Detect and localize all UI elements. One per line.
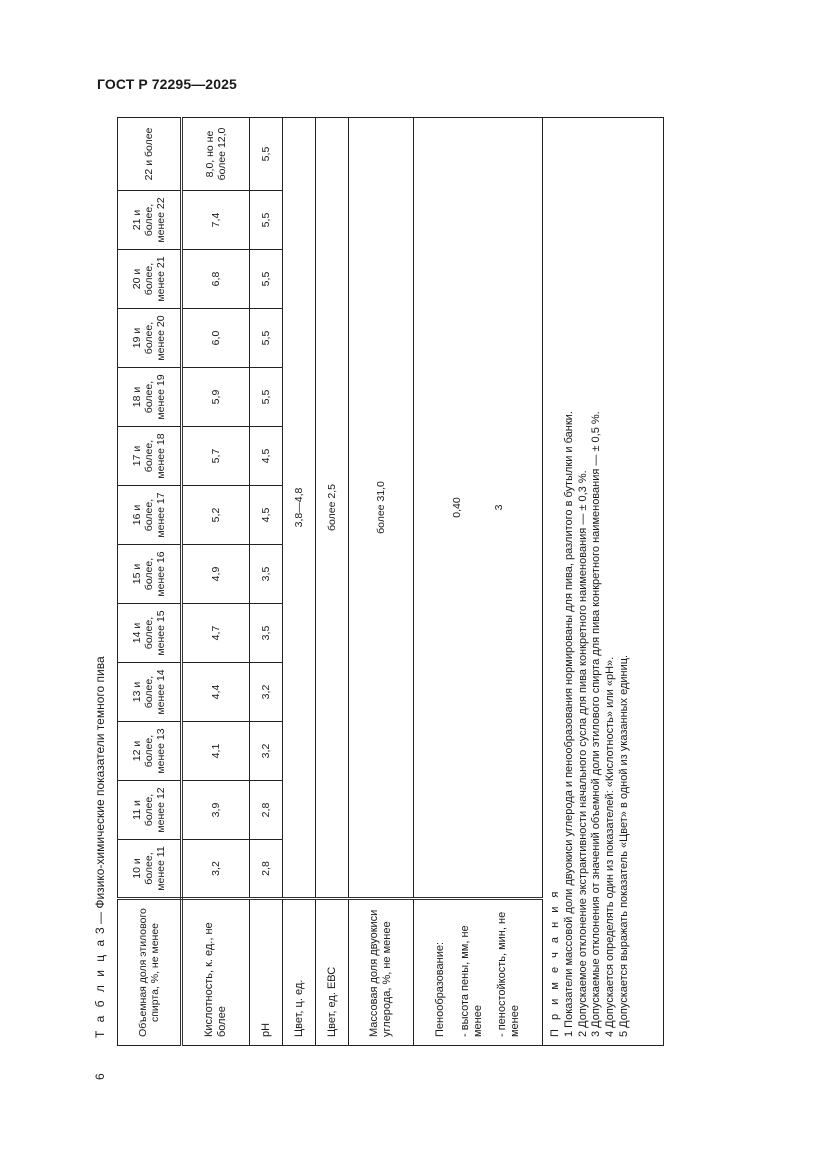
caption-number: 3 <box>93 927 107 935</box>
table-cell: 3,9 <box>182 781 250 840</box>
column-header: 22 и более <box>118 118 182 191</box>
table-cell: 2,8 <box>250 840 283 899</box>
note-item: 5 Допускается выражать показатель «Цвет» в одной из указанных единиц. <box>617 654 630 1037</box>
column-header: 14 и более, менее 15 <box>118 604 182 663</box>
column-header: 13 и более, менее 14 <box>118 663 182 722</box>
table-row-color-ebc <box>316 118 349 1046</box>
note-item: 1 Показатели массовой доли двуокиси углерода и пенообразования нормированы для пива, разлитого в бутылки и банки. <box>562 411 575 1037</box>
table-cell: 6,8 <box>182 250 250 309</box>
row-label-foam <box>414 899 543 1046</box>
table-row-ph <box>250 118 283 1046</box>
note-item: 4 Допускается определять один из показателей: «Кислотность» или «pH». <box>604 656 616 1037</box>
row-label-co2: Массовая доля двуокиси углерода, %, не менее <box>349 899 414 1046</box>
column-header: 15 и более, менее 16 <box>118 545 182 604</box>
physico-chemical-table <box>117 117 664 1046</box>
column-header: 16 и более, менее 17 <box>118 486 182 545</box>
table-header-row <box>118 118 182 1046</box>
table-cell: 5,7 <box>182 427 250 486</box>
table-cell: 3,2 <box>250 722 283 781</box>
caption-text: — Физико-химические показатели темного пива <box>93 656 107 924</box>
note-item: 3 Допускаемые отклонения от значений объемной доли этилового спирта для пива конкретного наименования — ± 0,5 %. <box>590 411 603 1037</box>
table-row-co2 <box>349 118 414 1046</box>
table-cell: 4,5 <box>250 486 283 545</box>
table-cell: 5,5 <box>250 118 283 191</box>
note-item: 2 Допускаемое отклонение экстрактивности начального сусла для пива конкретного наименования — ± 0,3 %. <box>576 470 589 1037</box>
header-label: Объемная доля этилового спирта, %, не менее <box>118 899 182 1046</box>
table-cell-merged: более 2,5 <box>316 118 349 899</box>
table-cell-merged: более 31,0 <box>349 118 414 899</box>
table-cell: 4,7 <box>182 604 250 663</box>
table-cell: 5,2 <box>182 486 250 545</box>
caption-prefix: Т а б л и ц а <box>93 937 107 1038</box>
column-header: 11 и более, менее 12 <box>118 781 182 840</box>
table-row-color-units <box>283 118 316 1046</box>
table-row-notes <box>543 118 664 1046</box>
table-cell: 3,2 <box>182 840 250 899</box>
table-cell: 3,5 <box>250 604 283 663</box>
foam-stability-label: - пеностойкость, мин, не менее <box>496 911 521 1037</box>
foam-height-label: - высота пены, мм, не менее <box>459 925 484 1037</box>
column-header: 21 и более, менее 22 <box>118 191 182 250</box>
column-header: 12 и более, менее 13 <box>118 722 182 781</box>
table-cell: 5,5 <box>250 368 283 427</box>
table-caption <box>93 656 107 1038</box>
column-header: 18 и более, менее 19 <box>118 368 182 427</box>
table-cell: 5,5 <box>250 250 283 309</box>
table-cell: 4,9 <box>182 545 250 604</box>
foam-height-value: 0,40 <box>451 497 463 518</box>
row-label-ph: pH <box>250 899 283 1046</box>
table-cell: 3,5 <box>250 545 283 604</box>
notes-title: П р и м е ч а н и я <box>549 888 561 1037</box>
row-label-color-units: Цвет, ц. ед. <box>283 899 316 1046</box>
table-cell: 4,4 <box>182 663 250 722</box>
table-cell: 5,9 <box>182 368 250 427</box>
column-header: 17 и более, менее 18 <box>118 427 182 486</box>
table-cell: 4,1 <box>182 722 250 781</box>
table-row-foam <box>414 118 543 1046</box>
table-cell: 3,2 <box>250 663 283 722</box>
table-row-acidity <box>182 118 250 1046</box>
foam-stability-value: 3 <box>493 504 505 511</box>
table-cell: 4,5 <box>250 427 283 486</box>
table-cell-merged <box>414 118 543 899</box>
page-number: 6 <box>93 1073 107 1080</box>
table-cell: 8,0, но не более 12,0 <box>182 118 250 191</box>
row-label-acidity: Кислотность, к. ед., не более <box>182 899 250 1046</box>
rotated-table-page <box>93 118 639 1080</box>
table-cell: 6,0 <box>182 309 250 368</box>
table-cell: 2,8 <box>250 781 283 840</box>
column-header: 20 и более, менее 21 <box>118 250 182 309</box>
column-header: 19 и более, менее 20 <box>118 309 182 368</box>
foam-heading: Пенообразование: <box>434 941 447 1037</box>
table-cell-merged: 3,8—4,8 <box>283 118 316 899</box>
column-header: 10 и более, менее 11 <box>118 840 182 899</box>
table-cell: 7,4 <box>182 191 250 250</box>
row-label-color-ebc: Цвет, ед. ЕВС <box>316 899 349 1046</box>
table-cell: 5,5 <box>250 309 283 368</box>
document-title: ГОСТ Р 72295—2025 <box>97 76 237 92</box>
table-cell: 5,5 <box>250 191 283 250</box>
notes-cell <box>543 118 664 1046</box>
